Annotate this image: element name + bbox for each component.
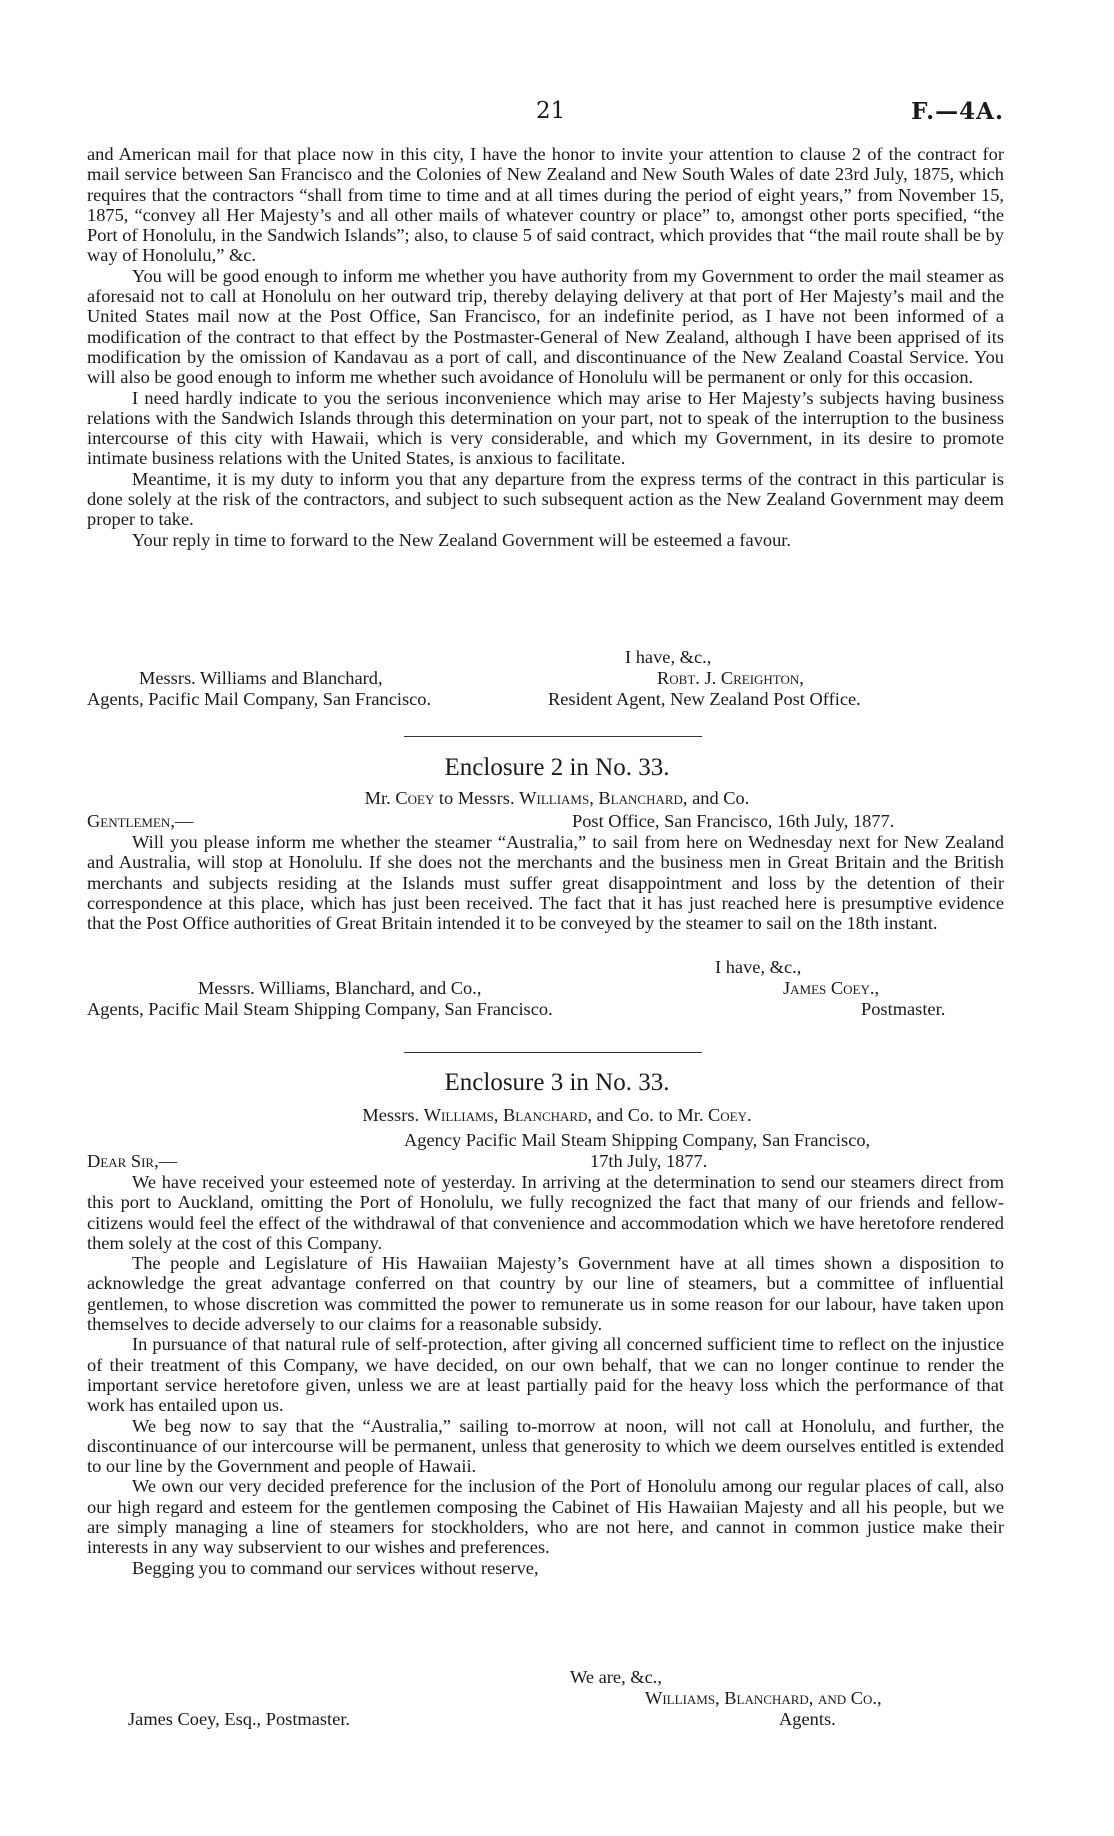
enclosure2-addressee-line1: Messrs. Williams, Blanchard, and Co., [198, 978, 482, 998]
letter1-signer-title: Resident Agent, New Zealand Post Office. [548, 689, 861, 709]
subtitle-text: and Co. [687, 788, 750, 808]
subtitle-name: Williams, Blanchard, [519, 788, 688, 808]
enclosure3-addressee: James Coey, Esq., Postmaster. [128, 1709, 351, 1729]
enclosure2-signer-title: Postmaster. [861, 999, 946, 1019]
paragraph: You will be good enough to inform me whether you have authority from my Government to order the mail steamer as aforesaid not to call at Honolulu on her outward trip, thereby delaying delivery at that port of Her Majesty’s mail and the United States mail now at the Post Office, San Francisco, for an indefinite period, as I have not been informed of a modification of the contract to that effect by the Postmaster-General of New Zealand, although I have been apprised of its modification by the omission of Kandavau as a port of call, and discontinuance of the New Zealand Coastal Service. You will also be good enough to inform me whether such avoidance of Honolulu will be permanent or only for this occasion. [87, 265, 1004, 388]
paragraph: Will you please inform me whether the steamer “Australia,” to sail from here on Wednesday next for New Zealand and Australia, will stop at Honolulu. If she does not the merchants and the business men in Great Britain and the British merchants and subjects residing at the Islands must suffer great disappointment and loss by the detention of their correspondence at this place, which has just been received. The fact that it has just reached here is presumptive evidence that the Post Office authorities of Great Britain intended it to be conveyed by the steamer to sail on the 18th instant. [87, 832, 1004, 934]
section-divider [404, 736, 702, 737]
subtitle-text: Mr. [364, 788, 396, 808]
page-header [0, 98, 1114, 128]
paragraph: and American mail for that place now in this city, I have the honor to invite your attention to clause 2 of the contract for mail service between San Francisco and the Colonies of New Zealand and New South Wales of date 23rd July, 1875, which requires that the contractors “shall from time to time and at all times during the period of eight years,” from November 15, 1875, “convey all Her Majesty’s and all other mails of whatever country or place” to, amongst other ports specified, “the Port of Honolulu, in the Sandwich Islands”; also, to clause 5 of said contract, which provides that “the mail route shall be by way of Honolulu,” &c. [87, 144, 1004, 266]
enclosure3-signer-title: Agents. [779, 1709, 836, 1729]
enclosure2-salutation: Gentlemen,— [87, 811, 194, 831]
letter1-addressee-line2: Agents, Pacific Mail Company, San Francisco. [87, 689, 432, 709]
letter1-addressee-line1: Messrs. Williams and Blanchard, [139, 668, 383, 688]
letter-creighton-body [87, 144, 1004, 550]
paragraph: The people and Legislature of His Hawaiian Majesty’s Government have at all times shown a disposition to acknowledge the great advantage conferred on that country by our line of steamers, but a committee of influential gentlemen, to whose discretion was committed the power to remunerate us in some reason for our labour, have taken upon themselves to decide adversely to our claims for a reasonable subsidy. [87, 1253, 1004, 1335]
paragraph: We beg now to say that the “Australia,” sailing to-morrow at noon, will not call at Honolulu, and further, the discontinuance of our intercourse will be permanent, unless that generosity to which we deem ourselves entitled is extended to our line by the Government and people of Hawaii. [87, 1415, 1004, 1477]
paragraph: Begging you to command our services without reserve, [132, 1557, 539, 1578]
enclosure2-title: Enclosure 2 in No. 33. [444, 754, 670, 781]
enclosure3-title: Enclosure 3 in No. 33. [444, 1069, 670, 1096]
subtitle-name: Coey [395, 788, 435, 808]
subtitle-name: Coey. [708, 1105, 752, 1125]
letter1-closing: I have, &c., [625, 647, 712, 667]
enclosure3-subtitle [0, 1105, 1114, 1126]
subtitle-text: and Co. to Mr. [592, 1105, 709, 1125]
page-number: 21 [536, 98, 566, 124]
subtitle-text: Messrs. [362, 1105, 424, 1125]
enclosure3-salutation: Dear Sir,— [87, 1151, 178, 1171]
paragraph: We have received your esteemed note of yesterday. In arriving at the determination to send our steamers direct from this port to Auckland, omitting the Port of Honolulu, we fully recognized the fact that many of our friends and fellow-citizens would feel the effect of the withdrawal of that convenience and accommodation which we have heretofore rendered them solely at the cost of this Company. [87, 1172, 1004, 1253]
subtitle-text: to Messrs. [434, 788, 520, 808]
enclosure2-addressee-line2: Agents, Pacific Mail Steam Shipping Company, San Francisco. [87, 999, 553, 1019]
enclosure3-closing: We are, &c., [570, 1667, 662, 1687]
paragraph: In pursuance of that natural rule of self-protection, after giving all concerned sufficient time to reflect on the injustice of their treatment of this Company, we have decided, on our own behalf, that we can no longer continue to render the important service heretofore given, unless we are at least partially paid for the heavy loss which the performance of that work has entailed upon us. [87, 1334, 1004, 1416]
enclosure2-body [87, 832, 1004, 933]
enclosure2-signer-name: James Coey., [783, 978, 880, 998]
document-reference: F.—4A. [911, 98, 1004, 125]
enclosure3-signer-name: Williams, Blanchard, and Co., [645, 1688, 882, 1708]
paragraph: Your reply in time to forward to the New Zealand Government will be esteemed a favour. [132, 529, 791, 550]
enclosure2-place-date: Post Office, San Francisco, 16th July, 1877. [572, 811, 895, 831]
paragraph: Meantime, it is my duty to inform you that any departure from the express terms of the contract in this particular is done solely at the risk of the contractors, and subject to such subsequent action as the New Zealand Government may deem proper to take. [87, 468, 1004, 530]
enclosure2-closing: I have, &c., [715, 957, 802, 977]
letter1-signer-name: Robt. J. Creighton, [657, 668, 804, 688]
section-divider [404, 1052, 702, 1053]
enclosure3-place: Agency Pacific Mail Steam Shipping Company, San Francisco, [404, 1130, 871, 1150]
subtitle-name: Williams, Blanchard, [423, 1105, 593, 1125]
enclosure3-date: 17th July, 1877. [590, 1151, 708, 1171]
enclosure2-subtitle [0, 788, 1114, 809]
paragraph: We own our very decided preference for the inclusion of the Port of Honolulu among our regular places of call, also our high regard and esteem for the gentlemen composing the Cabinet of His Hawaiian Majesty and all his people, but we are simply managing a line of steamers for stockholders, who are not here, and cannot in common justice make their interests in any way subservient to our wishes and preferences. [87, 1476, 1004, 1558]
paragraph: I need hardly indicate to you the serious inconvenience which may arise to Her Majesty’s subjects having business relations with the Sandwich Islands through this determination on your part, not to speak of the interruption to the business intercourse of this city with Hawaii, which is very considerable, and which my Government, in its desire to promote intimate business relations with the United States, is anxious to facilitate. [87, 387, 1004, 469]
enclosure3-body [87, 1172, 1004, 1578]
